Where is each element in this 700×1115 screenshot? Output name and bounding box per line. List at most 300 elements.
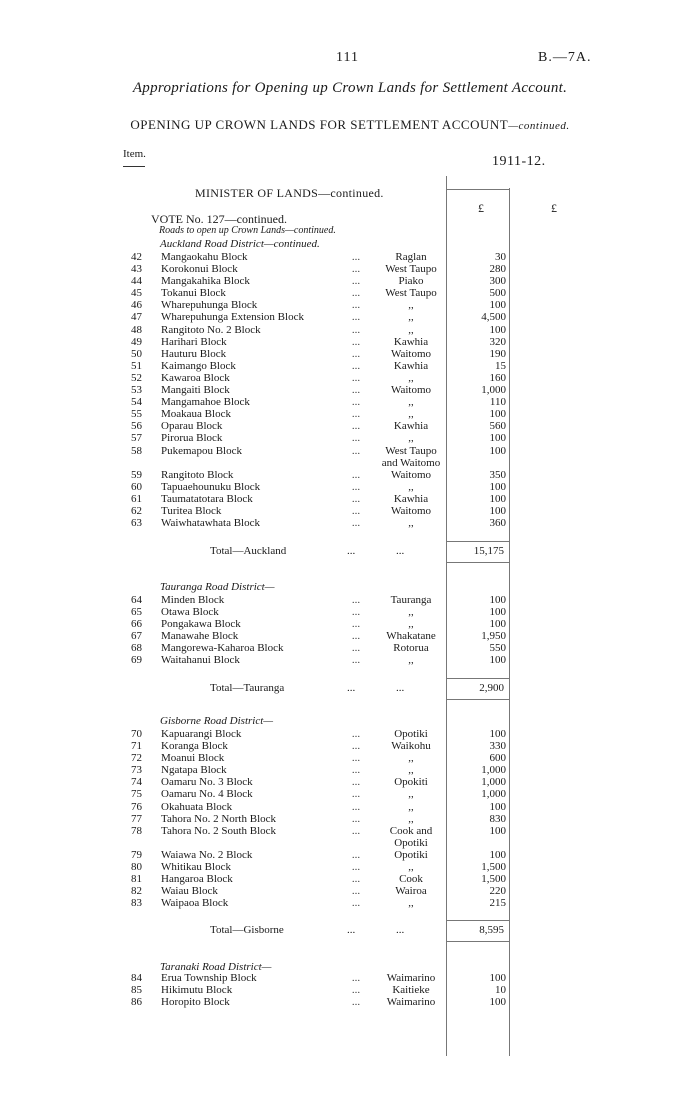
leader-dots: ... xyxy=(351,311,361,324)
county-name xyxy=(371,606,451,618)
table-row xyxy=(131,897,506,909)
county-name xyxy=(371,432,451,444)
amount: 1,000 xyxy=(481,384,506,397)
table-row xyxy=(131,481,506,493)
amount: 280 xyxy=(489,263,506,276)
leader-dots: ... xyxy=(351,654,361,667)
county-name-line1: ,, xyxy=(408,432,414,445)
county-name xyxy=(371,311,451,323)
subtitle-suffix: —continued. xyxy=(508,120,570,132)
leader-dots: ... xyxy=(351,752,361,765)
leader-dots: ... xyxy=(351,788,361,801)
district-heading: Tauranga Road District— xyxy=(160,581,275,593)
block-name: Waiawa No. 2 Block xyxy=(161,848,253,861)
ministry-heading: MINISTER OF LANDS—continued. xyxy=(195,186,384,200)
table-row xyxy=(131,360,506,372)
block-name: Hangaroa Block xyxy=(161,873,233,886)
block-name: Tahora No. 2 South Block xyxy=(161,824,277,837)
amount: 100 xyxy=(489,504,506,517)
county-name xyxy=(371,263,451,275)
amount: 320 xyxy=(489,335,506,348)
table-row xyxy=(131,505,506,517)
item-number: 60 xyxy=(131,480,142,493)
item-number: 56 xyxy=(131,420,142,433)
county-name xyxy=(371,996,451,1008)
leader-dots: ... xyxy=(351,984,361,997)
item-number: 77 xyxy=(131,812,142,825)
district-table xyxy=(131,251,506,529)
item-number: 68 xyxy=(131,642,142,655)
county-name-line1: ,, xyxy=(408,396,414,409)
block-name: Mangamahoe Block xyxy=(161,396,250,409)
county-name xyxy=(371,801,451,813)
county-name xyxy=(371,861,451,873)
district-total-label: Total—Tauranga xyxy=(210,682,285,694)
leader-dots: ... xyxy=(351,251,361,263)
amount: 100 xyxy=(489,606,506,619)
county-name-line1: ,, xyxy=(408,752,414,765)
leader-dots: ... xyxy=(351,384,361,397)
block-name: Minden Block xyxy=(161,594,225,606)
leader-dots: ... xyxy=(351,606,361,619)
block-name: Waiau Block xyxy=(161,885,218,898)
item-number: 66 xyxy=(131,618,142,631)
district-total-amount: 15,175 xyxy=(473,545,504,557)
table-row xyxy=(131,849,506,861)
amount: 1,500 xyxy=(481,873,506,886)
county-name-line1: ,, xyxy=(408,323,414,336)
item-number: 81 xyxy=(131,873,142,886)
block-name: Mangaokahu Block xyxy=(161,251,248,263)
county-name xyxy=(371,740,451,752)
block-name: Hauturu Block xyxy=(161,347,227,360)
leader-dots: ... xyxy=(351,347,361,360)
leader-dots: ... xyxy=(351,504,361,517)
county-name-line1: ,, xyxy=(408,618,414,631)
county-name xyxy=(371,493,451,505)
district-total-label: Total—Auckland xyxy=(210,545,287,557)
block-name: Kapuarangi Block xyxy=(161,728,242,740)
county-name-line1: ,, xyxy=(408,408,414,421)
county-name-line1: Piako xyxy=(398,275,424,288)
county-name xyxy=(371,752,451,764)
table-row xyxy=(131,642,506,654)
county-name-line1: ,, xyxy=(408,371,414,384)
block-name: Rangitoto No. 2 Block xyxy=(161,323,261,336)
district-heading: Gisborne Road District— xyxy=(160,715,274,727)
amount: 110 xyxy=(489,396,506,409)
block-name: Waiwhatawhata Block xyxy=(161,517,260,530)
amount: 500 xyxy=(489,287,506,300)
leader-dots: ... xyxy=(351,812,361,825)
leader-dots: ... xyxy=(351,420,361,433)
county-name xyxy=(371,445,451,469)
block-name: Mangakahika Block xyxy=(161,275,250,288)
amount: 100 xyxy=(489,654,506,667)
county-name xyxy=(371,481,451,493)
leader-dots: ... xyxy=(351,517,361,530)
county-name xyxy=(371,873,451,885)
amount: 215 xyxy=(489,897,506,910)
item-number: 73 xyxy=(131,764,142,777)
county-name xyxy=(371,594,451,606)
page-number: 111 xyxy=(336,50,359,65)
block-name: Wharepuhunga Block xyxy=(161,299,258,312)
table-row xyxy=(131,408,506,420)
block-name: Pongakawa Block xyxy=(161,618,241,631)
table-row xyxy=(131,420,506,432)
district-total-amount: 8,595 xyxy=(479,924,504,936)
amount: 600 xyxy=(489,752,506,765)
table-row xyxy=(131,740,506,752)
block-name: Koranga Block xyxy=(161,740,228,753)
item-number: 57 xyxy=(131,432,142,445)
table-row xyxy=(131,984,506,996)
block-name: Moakaua Block xyxy=(161,408,231,421)
amount: 100 xyxy=(489,800,506,813)
amount: 4,500 xyxy=(481,311,506,324)
table-row xyxy=(131,764,506,776)
county-name xyxy=(371,972,451,984)
table-row xyxy=(131,972,506,984)
leader-dots: ... xyxy=(351,468,361,481)
block-name: Mangaiti Block xyxy=(161,384,230,397)
amount: 1,500 xyxy=(481,861,506,874)
leader-dots: ... xyxy=(351,444,361,457)
item-number: 43 xyxy=(131,263,142,276)
county-name-line1: Waitomo xyxy=(390,468,432,481)
amount: 15 xyxy=(495,359,506,372)
table-row xyxy=(131,996,506,1008)
table-row xyxy=(131,336,506,348)
item-number: 49 xyxy=(131,335,142,348)
item-number: 58 xyxy=(131,444,142,457)
county-name-line1: ,, xyxy=(408,788,414,801)
block-name: Otawa Block xyxy=(161,606,219,619)
leader-dots: ... xyxy=(351,335,361,348)
amount: 100 xyxy=(489,824,506,837)
item-number: 69 xyxy=(131,654,142,667)
item-number: 80 xyxy=(131,861,142,874)
block-name: Tokanui Block xyxy=(161,287,226,300)
county-name-line2: Opotiki xyxy=(394,836,428,849)
county-name-line1: Kawhia xyxy=(393,335,429,348)
county-name xyxy=(371,849,451,861)
block-name: Kaimango Block xyxy=(161,359,236,372)
table-row xyxy=(131,801,506,813)
block-name: Waitahanui Block xyxy=(161,654,240,667)
item-number: 54 xyxy=(131,396,142,409)
county-name-line1: Waitomo xyxy=(390,347,432,360)
district-heading: Auckland Road District—continued. xyxy=(160,238,320,250)
block-name: Moanui Block xyxy=(161,752,225,765)
table-row xyxy=(131,384,506,396)
county-name-line1: ,, xyxy=(408,812,414,825)
leader-dots: ... xyxy=(351,594,361,606)
item-number: 78 xyxy=(131,824,142,837)
item-number: 82 xyxy=(131,885,142,898)
county-name xyxy=(371,469,451,481)
year-column-header: 1911-12. xyxy=(492,154,546,169)
item-number: 62 xyxy=(131,504,142,517)
county-name-line1: Kawhia xyxy=(393,359,429,372)
county-name xyxy=(371,251,451,263)
leader-dots: ... xyxy=(351,263,361,276)
amount: 1,000 xyxy=(481,764,506,777)
county-name xyxy=(371,618,451,630)
item-number: 55 xyxy=(131,408,142,421)
table-row xyxy=(131,493,506,505)
table-row xyxy=(131,469,506,481)
total-leader-dots: ... xyxy=(347,924,356,936)
item-number: 85 xyxy=(131,984,142,997)
county-name xyxy=(371,299,451,311)
amount: 830 xyxy=(489,812,506,825)
table-row xyxy=(131,324,506,336)
county-name xyxy=(371,408,451,420)
vote-heading: VOTE No. 127—continued. xyxy=(151,212,287,226)
leader-dots: ... xyxy=(351,885,361,898)
total-rule xyxy=(446,541,509,542)
leader-dots: ... xyxy=(351,740,361,753)
table-row xyxy=(131,275,506,287)
county-name xyxy=(371,372,451,384)
block-name: Kawaroa Block xyxy=(161,371,230,384)
leader-dots: ... xyxy=(351,897,361,910)
county-name-line1: ,, xyxy=(408,299,414,312)
leader-dots: ... xyxy=(351,728,361,740)
item-number: 48 xyxy=(131,323,142,336)
item-number: 42 xyxy=(131,251,142,263)
table-row xyxy=(131,788,506,800)
table-row xyxy=(131,517,506,529)
currency-col1: £ xyxy=(478,201,484,215)
block-name: Ngatapa Block xyxy=(161,764,227,777)
county-name-line1: West Taupo xyxy=(385,263,437,276)
county-name-line1: ,, xyxy=(408,311,414,324)
table-row xyxy=(131,776,506,788)
item-number: 67 xyxy=(131,630,142,643)
county-name-line1: Opotiki xyxy=(394,728,428,740)
block-name: Tahora No. 2 North Block xyxy=(161,812,277,825)
subtitle-text: OPENING UP CROWN LANDS FOR SETTLEMENT ACCOUNT xyxy=(130,117,509,132)
county-name-line1: Raglan xyxy=(395,251,427,263)
amount: 350 xyxy=(489,468,506,481)
table-row xyxy=(131,432,506,444)
roads-heading: Roads to open up Crown Lands—continued. xyxy=(159,225,336,236)
county-name-line1: Waitomo xyxy=(390,384,432,397)
county-name-line1: ,, xyxy=(408,800,414,813)
table-row xyxy=(131,630,506,642)
amount: 1,000 xyxy=(481,776,506,789)
county-name xyxy=(371,336,451,348)
county-name-line1: ,, xyxy=(408,654,414,667)
leader-dots: ... xyxy=(351,642,361,655)
county-name-line1: Waitomo xyxy=(390,504,432,517)
leader-dots: ... xyxy=(351,996,361,1009)
amount: 560 xyxy=(489,420,506,433)
table-row xyxy=(131,752,506,764)
amount: 10 xyxy=(495,984,506,997)
block-name: Harihari Block xyxy=(161,335,227,348)
district-table xyxy=(131,972,506,1008)
block-name: Horopito Block xyxy=(161,996,230,1009)
leader-dots: ... xyxy=(351,764,361,777)
county-name-line1: Whakatane xyxy=(386,630,436,643)
item-number: 83 xyxy=(131,897,142,910)
district-table xyxy=(131,594,506,667)
county-name xyxy=(371,505,451,517)
total-leader-dots-2: ... xyxy=(396,545,405,557)
page-subtitle xyxy=(0,117,700,133)
total-leader-dots: ... xyxy=(347,545,356,557)
item-number: 71 xyxy=(131,740,142,753)
item-number: 64 xyxy=(131,594,142,606)
table-row xyxy=(131,372,506,384)
amount: 300 xyxy=(489,275,506,288)
total-leader-dots: ... xyxy=(347,682,356,694)
leader-dots: ... xyxy=(351,408,361,421)
table-row xyxy=(131,861,506,873)
table-row xyxy=(131,251,506,263)
county-name-line1: Kawhia xyxy=(393,492,429,505)
table-row xyxy=(131,287,506,299)
county-name-line1: ,, xyxy=(408,606,414,619)
table-row xyxy=(131,606,506,618)
item-number: 74 xyxy=(131,776,142,789)
item-number: 84 xyxy=(131,972,142,984)
block-name: Oparau Block xyxy=(161,420,223,433)
block-name: Oamaru No. 4 Block xyxy=(161,788,253,801)
county-name-line1: ,, xyxy=(408,861,414,874)
table-row xyxy=(131,311,506,323)
table-row xyxy=(131,813,506,825)
leader-dots: ... xyxy=(351,480,361,493)
leader-dots: ... xyxy=(351,972,361,984)
amount: 550 xyxy=(489,642,506,655)
county-name xyxy=(371,813,451,825)
county-name xyxy=(371,348,451,360)
item-number: 59 xyxy=(131,468,142,481)
block-name: Pirorua Block xyxy=(161,432,223,445)
leader-dots: ... xyxy=(351,848,361,861)
leader-dots: ... xyxy=(351,861,361,874)
county-name-line1: Cook and xyxy=(389,824,433,837)
amount: 100 xyxy=(489,492,506,505)
county-name-line2: and Waitomo xyxy=(381,456,441,469)
leader-dots: ... xyxy=(351,824,361,837)
leader-dots: ... xyxy=(351,873,361,886)
amount: 190 xyxy=(489,347,506,360)
county-name-line1: West Taupo xyxy=(385,287,437,300)
table-row xyxy=(131,396,506,408)
amount: 100 xyxy=(489,594,506,606)
county-name-line1: Waimarino xyxy=(386,996,436,1009)
county-name xyxy=(371,360,451,372)
table-row xyxy=(131,348,506,360)
block-name: Whitikau Block xyxy=(161,861,231,874)
item-number: 50 xyxy=(131,347,142,360)
block-name: Wharepuhunga Extension Block xyxy=(161,311,304,324)
item-number: 76 xyxy=(131,800,142,813)
county-name-line1: Kaitieke xyxy=(392,984,430,997)
county-name xyxy=(371,324,451,336)
header-rule xyxy=(446,189,509,190)
block-name: Waipaoa Block xyxy=(161,897,229,910)
amount: 330 xyxy=(489,740,506,753)
county-name xyxy=(371,776,451,788)
district-heading: Taranaki Road District— xyxy=(160,961,272,973)
block-name: Tapuaehounuku Block xyxy=(161,480,261,493)
table-row xyxy=(131,594,506,606)
block-name: Okahuata Block xyxy=(161,800,233,813)
county-name-line1: West Taupo xyxy=(385,444,437,457)
table-row xyxy=(131,618,506,630)
county-name xyxy=(371,275,451,287)
item-number: 47 xyxy=(131,311,142,324)
item-number: 65 xyxy=(131,606,142,619)
county-name-line1: ,, xyxy=(408,517,414,530)
total-rule xyxy=(446,920,509,921)
county-name-line1: ,, xyxy=(408,897,414,910)
leader-dots: ... xyxy=(351,359,361,372)
county-name-line1: Tauranga xyxy=(390,594,432,606)
amount: 100 xyxy=(489,408,506,421)
leader-dots: ... xyxy=(351,800,361,813)
table-row xyxy=(131,873,506,885)
amount: 100 xyxy=(489,972,506,984)
item-number: 63 xyxy=(131,517,142,530)
county-name xyxy=(371,642,451,654)
county-name xyxy=(371,825,451,849)
leader-dots: ... xyxy=(351,618,361,631)
amount: 360 xyxy=(489,517,506,530)
table-row xyxy=(131,728,506,740)
leader-dots: ... xyxy=(351,492,361,505)
item-header-underline xyxy=(123,166,145,167)
block-name: Taumatatotara Block xyxy=(161,492,253,505)
leader-dots: ... xyxy=(351,396,361,409)
table-row xyxy=(131,825,506,849)
leader-dots: ... xyxy=(351,323,361,336)
block-name: Hikimutu Block xyxy=(161,984,233,997)
item-number: 45 xyxy=(131,287,142,300)
county-name xyxy=(371,764,451,776)
amount: 100 xyxy=(489,444,506,457)
block-name: Oamaru No. 3 Block xyxy=(161,776,253,789)
county-name-line1: Waimarino xyxy=(386,972,436,984)
item-number: 75 xyxy=(131,788,142,801)
table-row xyxy=(131,445,506,469)
county-name xyxy=(371,728,451,740)
county-name-line1: Wairoa xyxy=(395,885,427,898)
total-underline xyxy=(446,699,509,700)
county-name xyxy=(371,287,451,299)
county-name-line1: Opotiki xyxy=(394,848,428,861)
county-name xyxy=(371,984,451,996)
county-name-line1: Opokiti xyxy=(394,776,428,789)
district-total-label: Total—Gisborne xyxy=(210,924,284,936)
amount: 30 xyxy=(495,251,506,263)
item-number: 72 xyxy=(131,752,142,765)
block-name: Erua Township Block xyxy=(161,972,257,984)
county-name xyxy=(371,384,451,396)
table-row xyxy=(131,654,506,666)
leader-dots: ... xyxy=(351,275,361,288)
county-name xyxy=(371,420,451,432)
amount: 100 xyxy=(489,432,506,445)
item-number: 53 xyxy=(131,384,142,397)
